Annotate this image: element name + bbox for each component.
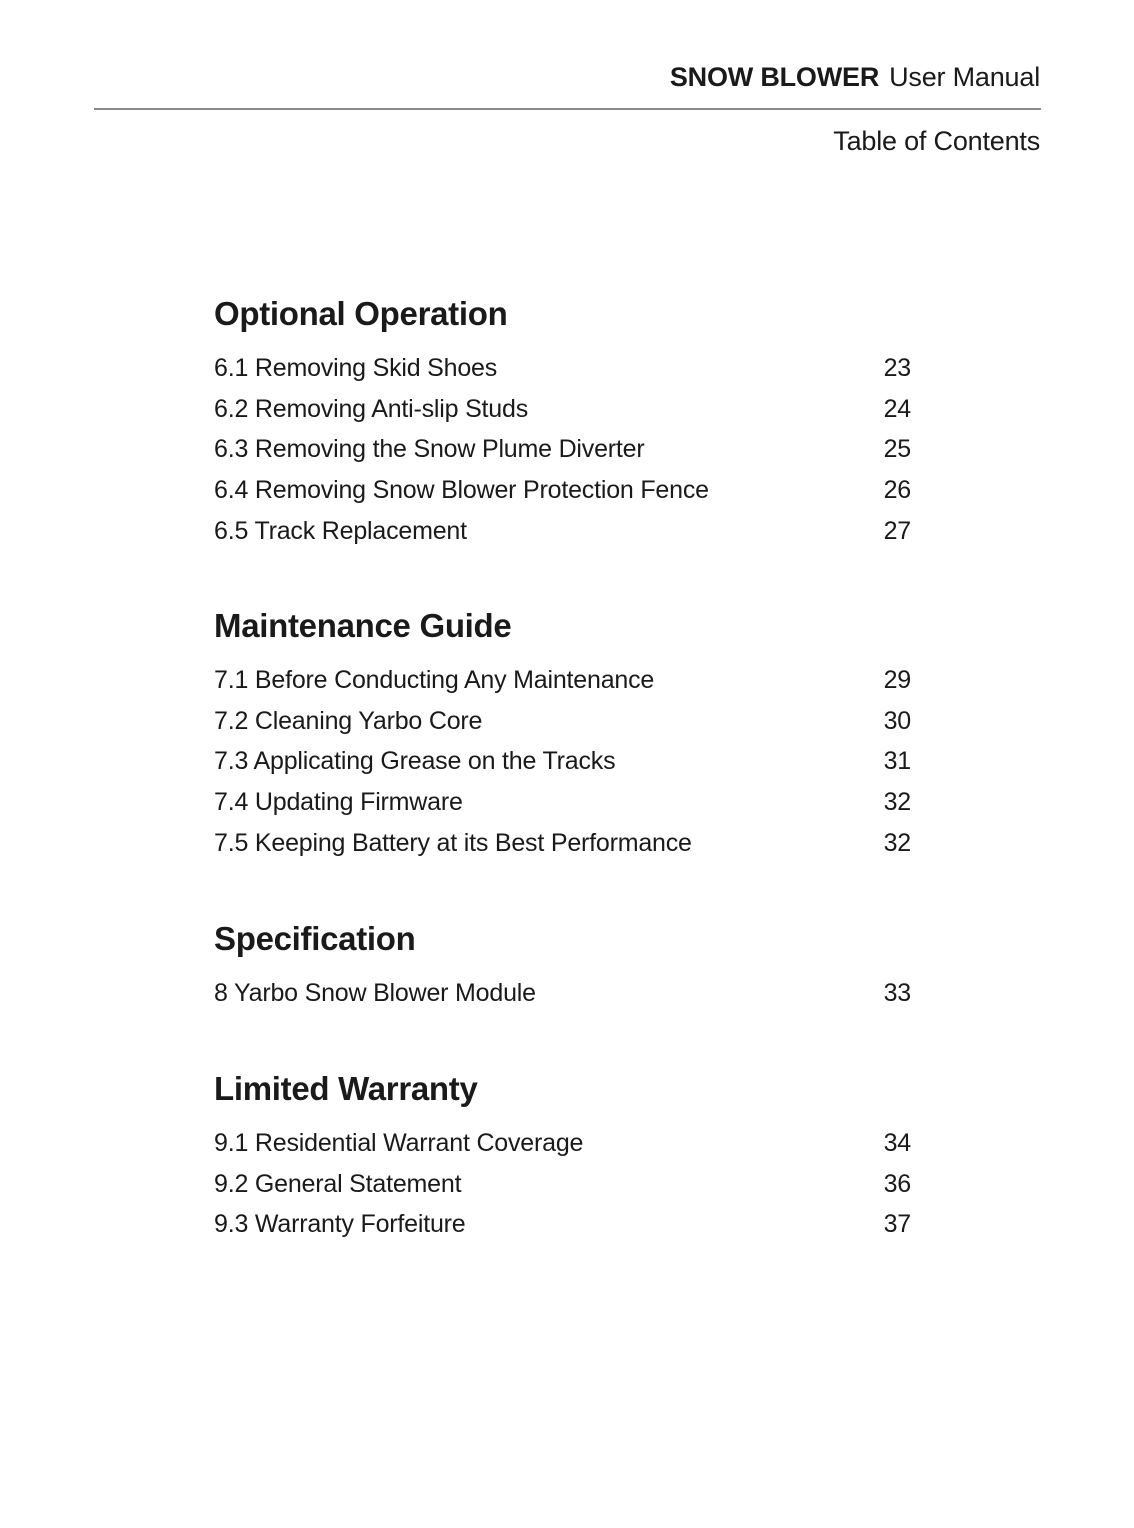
toc-entry[interactable] bbox=[214, 470, 914, 511]
entry-page-number: 25 bbox=[883, 435, 911, 464]
toc-section-specification bbox=[214, 919, 914, 1014]
entry-page-number: 34 bbox=[883, 1129, 911, 1157]
toc-entry[interactable] bbox=[214, 660, 914, 701]
entry-label: 9.1 Residential Warrant Coverage bbox=[214, 1129, 584, 1157]
entry-label: 6.3 Removing the Snow Plume Diverter bbox=[214, 435, 645, 464]
entry-label: 9.3 Warranty Forfeiture bbox=[214, 1210, 466, 1239]
entry-page-number: 36 bbox=[883, 1169, 911, 1198]
header-divider bbox=[94, 108, 1041, 110]
entry-page-number: 23 bbox=[883, 354, 911, 382]
toc-entry[interactable] bbox=[214, 782, 914, 823]
document-header bbox=[670, 60, 1040, 94]
entry-label: 8 Yarbo Snow Blower Module bbox=[214, 979, 536, 1007]
entry-label: 6.4 Removing Snow Blower Protection Fence bbox=[214, 476, 709, 505]
toc-entry[interactable] bbox=[214, 1204, 914, 1245]
entry-label: 6.5 Track Replacement bbox=[214, 516, 467, 545]
entry-label: 7.1 Before Conducting Any Maintenance bbox=[214, 666, 655, 694]
manual-type: User Manual bbox=[889, 62, 1040, 92]
entry-page-number: 27 bbox=[883, 516, 911, 545]
section-title: Limited Warranty bbox=[214, 1070, 478, 1107]
toc-entry[interactable] bbox=[214, 1164, 914, 1205]
section-title: Optional Operation bbox=[214, 295, 508, 332]
entry-page-number: 29 bbox=[883, 666, 911, 694]
page-subtitle: Table of Contents bbox=[833, 126, 1040, 156]
entry-page-number: 24 bbox=[883, 394, 911, 423]
entry-label: 7.2 Cleaning Yarbo Core bbox=[214, 706, 483, 735]
entry-page-number: 37 bbox=[883, 1210, 911, 1239]
toc-entry[interactable] bbox=[214, 823, 914, 864]
entry-page-number: 33 bbox=[883, 979, 911, 1007]
entry-label: 6.1 Removing Skid Shoes bbox=[214, 354, 498, 382]
entry-label: 9.2 General Statement bbox=[214, 1169, 462, 1198]
entry-page-number: 26 bbox=[883, 476, 911, 505]
entry-label: 7.4 Updating Firmware bbox=[214, 788, 463, 817]
toc-entry[interactable] bbox=[214, 429, 914, 470]
entry-page-number: 32 bbox=[883, 788, 911, 817]
toc-entry[interactable] bbox=[214, 701, 914, 742]
product-name: SNOW BLOWER bbox=[669, 62, 880, 92]
entry-label: 6.2 Removing Anti-slip Studs bbox=[214, 394, 529, 423]
entry-page-number: 32 bbox=[883, 828, 911, 857]
toc-section-maintenance-guide bbox=[214, 606, 914, 863]
entry-label: 7.5 Keeping Battery at its Best Performance bbox=[214, 828, 692, 857]
entry-page-number: 31 bbox=[883, 747, 911, 776]
entry-label: 7.3 Applicating Grease on the Tracks bbox=[214, 747, 616, 776]
entry-page-number: 30 bbox=[883, 706, 911, 735]
section-title: Specification bbox=[214, 920, 416, 957]
section-title: Maintenance Guide bbox=[214, 607, 512, 644]
toc-entry[interactable] bbox=[214, 511, 914, 552]
toc-entry[interactable] bbox=[214, 1123, 914, 1164]
toc-section-limited-warranty bbox=[214, 1069, 914, 1245]
toc-entry[interactable] bbox=[214, 973, 914, 1014]
toc-entry[interactable] bbox=[214, 741, 914, 782]
toc-entry[interactable] bbox=[214, 389, 914, 430]
toc-entry[interactable] bbox=[214, 348, 914, 389]
toc-section-optional-operation bbox=[214, 294, 914, 551]
